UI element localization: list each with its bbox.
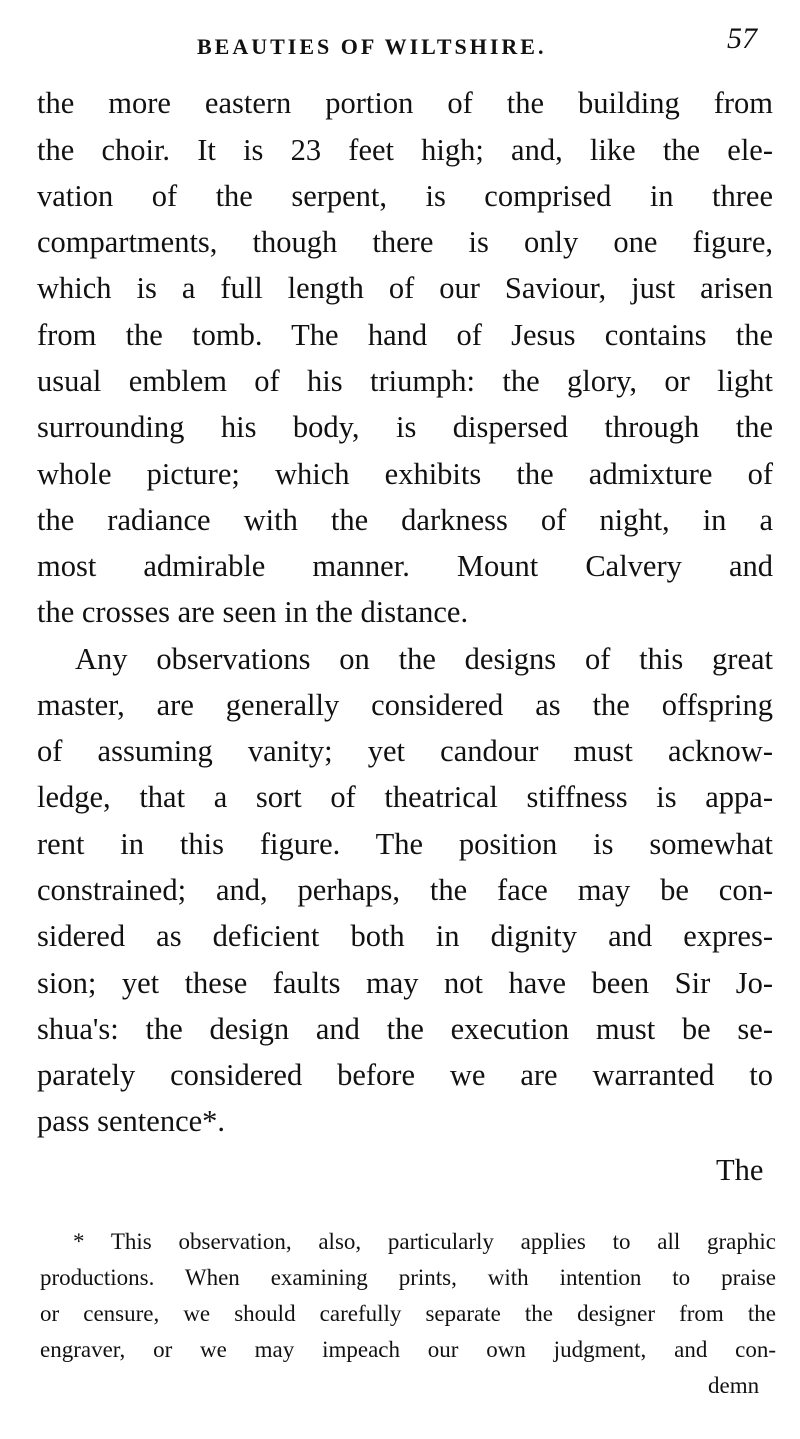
catchword: The — [716, 1153, 764, 1187]
body-line: shua's: the design and the execution must be se- — [37, 1012, 773, 1046]
footnote-line: productions. When examining prints, with intention to praise — [40, 1265, 776, 1290]
page-header — [0, 14, 800, 64]
body-line: parately considered before we are warranted to — [37, 1058, 773, 1092]
body-line: master, are generally considered as the offspring — [37, 688, 773, 722]
body-line: usual emblem of his triumph: the glory, or light — [37, 364, 773, 398]
body-line: rent in this figure. The position is somewhat — [37, 827, 773, 861]
body-line: from the tomb. The hand of Jesus contains the — [37, 318, 773, 352]
footnote-line: or censure, we should carefully separate the designer from the — [40, 1301, 776, 1326]
body-line: the crosses are seen in the distance. — [37, 595, 469, 629]
body-line: constrained; and, perhaps, the face may be con- — [37, 873, 773, 907]
footnote-line: * This observation, also, particularly applies to all graphic — [73, 1229, 776, 1254]
body-line: sion; yet these faults may not have been Sir Jo- — [37, 966, 773, 1000]
body-line: which is a full length of our Saviour, just arisen — [37, 271, 773, 305]
body-line: whole picture; which exhibits the admixture of — [37, 457, 773, 491]
body-line: vation of the serpent, is comprised in three — [37, 179, 773, 213]
body-line: the more eastern portion of the building from — [37, 86, 773, 120]
body-line: pass sentence*. — [37, 1104, 226, 1138]
running-title: BEAUTIES OF WILTSHIRE. — [197, 34, 547, 59]
body-line: of assuming vanity; yet candour must acknow- — [37, 734, 773, 768]
footnote-line: engraver, or we may impeach our own judgment, and con- — [40, 1337, 776, 1362]
body-line: ledge, that a sort of theatrical stiffness is appa- — [37, 780, 773, 814]
paragraph-first-line: Any observations on the designs of this great — [75, 642, 773, 676]
body-line: most admirable manner. Mount Calvery and — [37, 549, 773, 583]
page-number: 57 — [727, 22, 757, 55]
body-line: the radiance with the darkness of night, in a — [37, 503, 773, 537]
body-line: surrounding his body, is dispersed through the — [37, 410, 773, 444]
body-line: the choir. It is 23 feet high; and, like the ele- — [37, 133, 773, 167]
footnote-line: demn — [708, 1373, 760, 1398]
body-line: sidered as deficient both in dignity and expres- — [37, 919, 773, 953]
body-line: compartments, though there is only one figure, — [37, 225, 773, 259]
